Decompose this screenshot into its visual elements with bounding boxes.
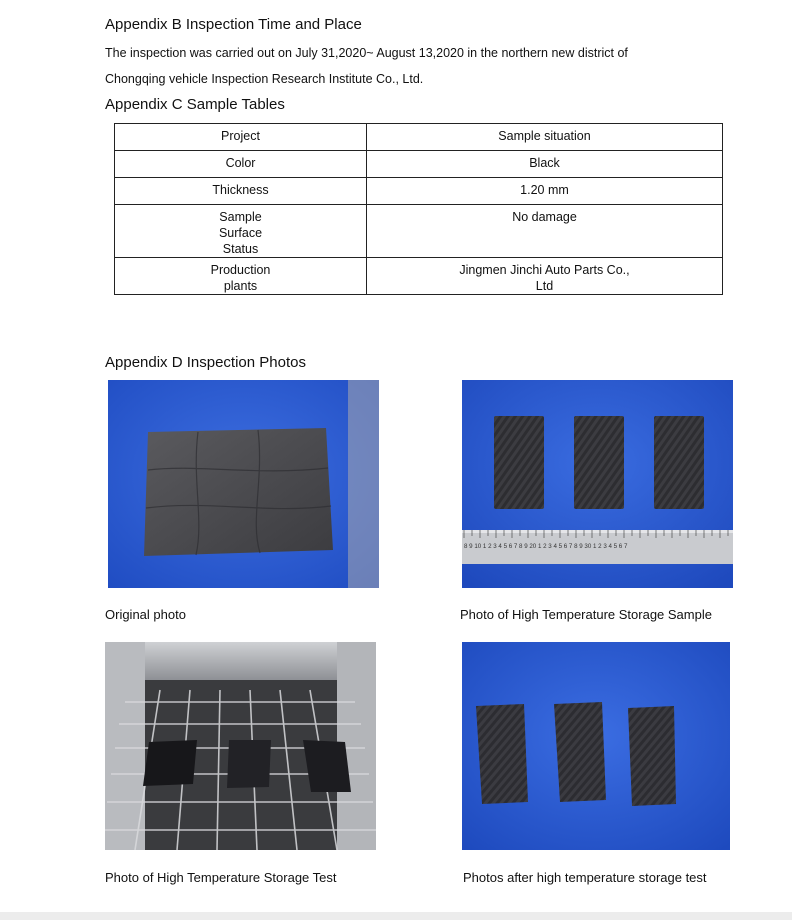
cell-line: Surface — [218, 226, 263, 240]
appendix-b-text-line2: Chongqing vehicle Inspection Research Institute Co., Ltd. — [105, 72, 424, 86]
situation-cell — [367, 178, 723, 205]
project-cell — [115, 258, 367, 295]
table-row — [115, 258, 723, 295]
situation-cell — [367, 258, 723, 295]
ruler-digits: 8 9 10 1 2 3 4 5 6 7 8 9 20 1 2 3 4 5 6 7 8 9 30 1 2 3 4 5 6 7 — [464, 543, 628, 550]
cell-line: Sample — [219, 210, 262, 224]
caption-after-test: Photos after high temperature storage test — [463, 870, 707, 885]
caption-high-temp-sample: Photo of High Temperature Storage Sample — [460, 607, 712, 622]
caption-high-temp-test: Photo of High Temperature Storage Test — [105, 870, 337, 885]
high-temp-sample-photo — [462, 380, 733, 588]
cell-line: Black — [529, 156, 560, 170]
table-row — [115, 151, 723, 178]
sample-table — [114, 123, 723, 295]
original-photo — [108, 380, 379, 588]
appendix-d-heading: Appendix D Inspection Photos — [105, 354, 306, 371]
caption-original-photo: Original photo — [105, 607, 186, 622]
situation-cell — [367, 205, 723, 258]
situation-cell — [367, 151, 723, 178]
cell-line: Thickness — [212, 183, 269, 197]
appendix-b-heading: Appendix B Inspection Time and Place — [105, 16, 362, 33]
cell-line: 1.20 mm — [520, 183, 569, 197]
page-footer-bar — [0, 912, 792, 920]
cell-line: Status — [222, 242, 259, 256]
appendix-c-heading: Appendix C Sample Tables — [105, 96, 285, 113]
project-cell — [115, 178, 367, 205]
table-row — [115, 205, 723, 258]
cell-line: No damage — [512, 210, 577, 224]
cell-line: Jingmen Jinchi Auto Parts Co., — [459, 263, 630, 277]
cell-line: Production — [210, 263, 271, 277]
project-cell — [115, 151, 367, 178]
after-test-photo — [462, 642, 730, 850]
header-project: Project — [115, 124, 367, 151]
cell-line: Ltd — [535, 279, 554, 293]
cell-line: plants — [223, 279, 258, 293]
project-cell — [115, 205, 367, 258]
table-header-row — [115, 124, 723, 151]
appendix-b-text-line1: The inspection was carried out on July 31,2020~ August 13,2020 in the northern new district of — [105, 46, 628, 60]
cell-line: Color — [225, 156, 256, 170]
table-row — [115, 178, 723, 205]
high-temp-test-photo — [105, 642, 376, 850]
header-sample-situation: Sample situation — [367, 124, 723, 151]
